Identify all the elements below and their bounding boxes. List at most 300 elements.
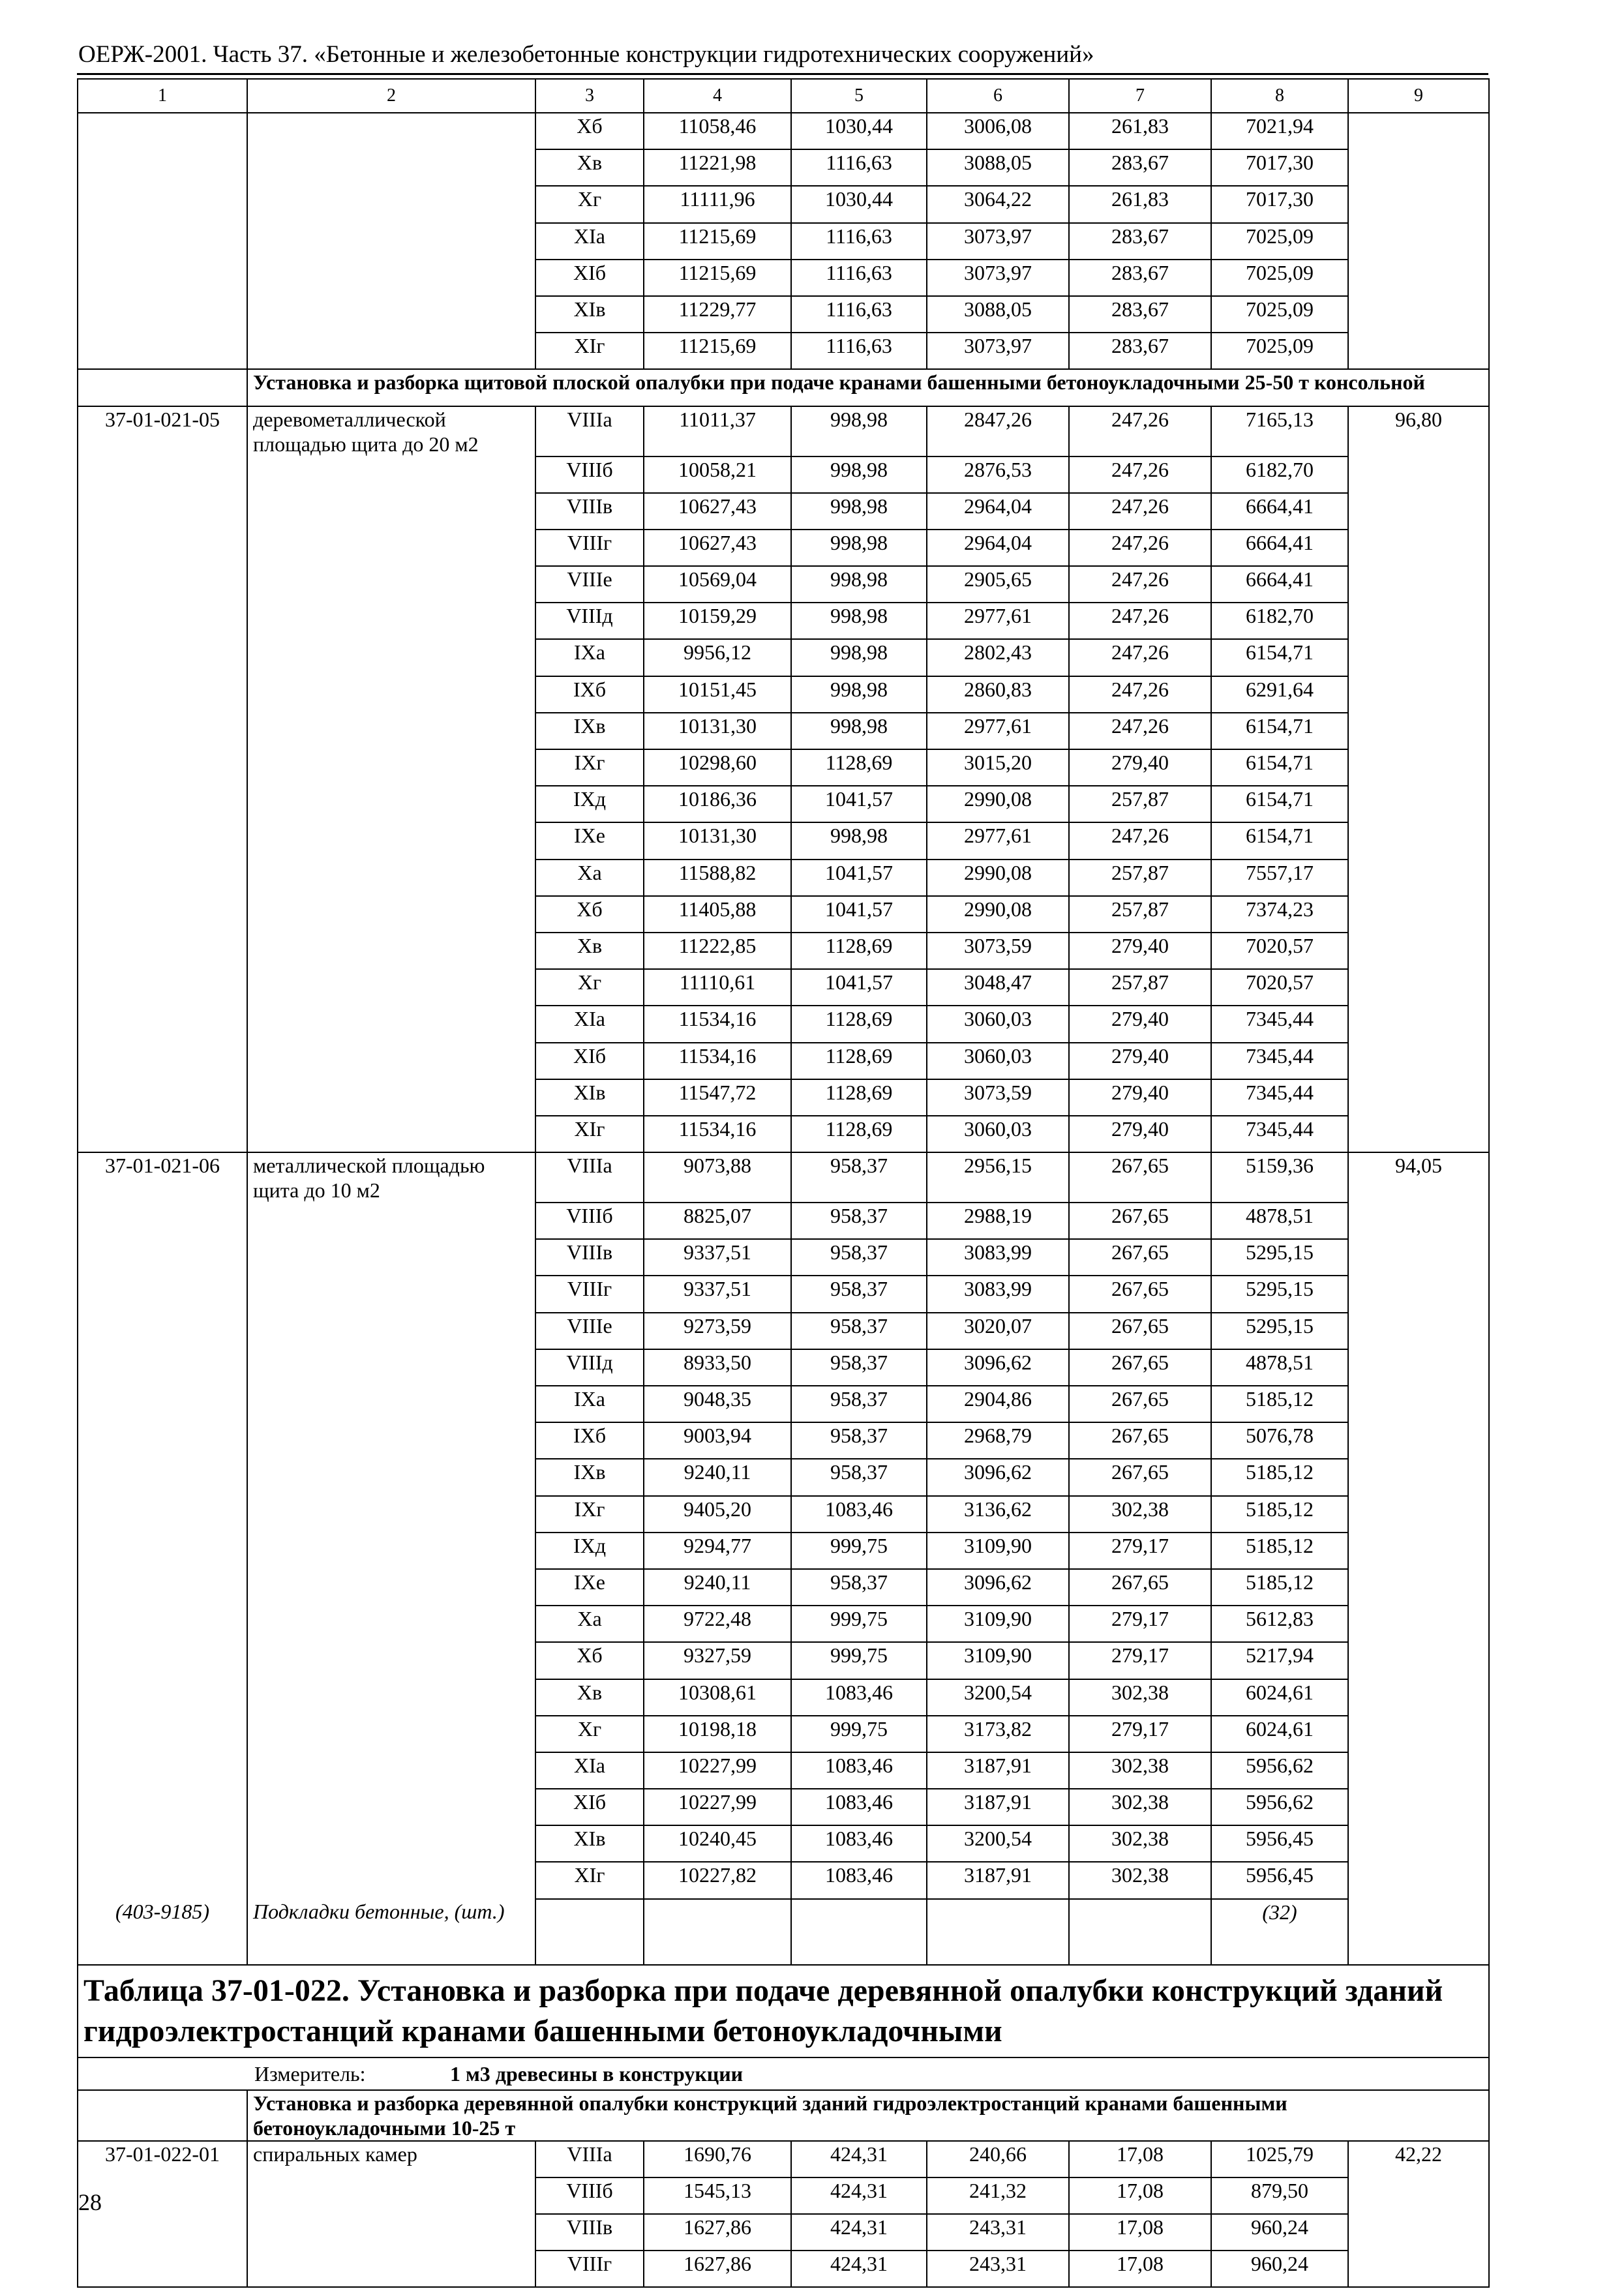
empty-cell [1069,1899,1211,1965]
labor-value [1348,786,1489,822]
price-value: 11229,77 [644,296,791,333]
rate-description: спиральных камер [247,2141,535,2177]
price-value: 5956,62 [1211,1752,1348,1789]
rate-description [247,1313,535,1349]
price-value: 2990,08 [927,896,1069,933]
price-value: 2977,61 [927,603,1069,639]
labor-value [1348,1386,1489,1422]
price-value: 1030,44 [791,186,927,222]
labor-value [1348,260,1489,296]
price-value: 1128,69 [791,749,927,786]
labor-value [1348,113,1489,149]
column-number: 3 [535,79,644,113]
material-description: Подкладки бетонные, (шт.) [247,1899,535,1965]
labor-value [1348,969,1489,1006]
price-value: 998,98 [791,456,927,493]
zone-category: ХIа [535,223,644,260]
zone-category: ХIб [535,260,644,296]
table-row [78,676,1489,713]
labor-value: 94,05 [1348,1152,1489,1203]
price-value: 5956,45 [1211,1825,1348,1862]
table-row [78,1752,1489,1789]
zone-category: ХIв [535,1079,644,1116]
price-value: 2847,26 [927,406,1069,456]
zone-category: VIIIв [535,2214,644,2251]
price-value: 6664,41 [1211,530,1348,566]
rate-code [78,1642,247,1679]
price-value: 3136,62 [927,1496,1069,1533]
price-value: 1041,57 [791,896,927,933]
table-row [78,786,1489,822]
rate-code: 37-01-021-06 [78,1152,247,1203]
price-value: 257,87 [1069,860,1211,896]
price-value: 5612,83 [1211,1606,1348,1642]
price-value: 267,65 [1069,1276,1211,1312]
rate-description [247,749,535,786]
price-value: 279,40 [1069,749,1211,786]
zone-category: IХв [535,713,644,749]
price-value: 6024,61 [1211,1679,1348,1716]
price-value: 424,31 [791,2214,927,2251]
rate-code [78,896,247,933]
column-number-row [78,79,1489,113]
labor-value [1348,1606,1489,1642]
zone-category: VIIIв [535,493,644,530]
price-value: 279,40 [1069,1079,1211,1116]
price-value: 2876,53 [927,456,1069,493]
price-value: 267,65 [1069,1349,1211,1386]
zone-category: Хб [535,1642,644,1679]
price-value: 998,98 [791,713,927,749]
table-row [78,1789,1489,1825]
labor-value [1348,1349,1489,1386]
labor-value [1348,456,1489,493]
rate-code [78,2251,247,2287]
price-value: 3064,22 [927,186,1069,222]
rate-description [247,1422,535,1459]
table-row [78,260,1489,296]
labor-value [1348,749,1489,786]
price-value: 9294,77 [644,1533,791,1569]
price-value: 10227,99 [644,1789,791,1825]
table-row [78,566,1489,603]
price-value: 6024,61 [1211,1716,1348,1752]
section-title: Установка и разборка щитовой плоской опалубки при подаче кранами башенными бетоноукладочными 25-50 т консольной [247,369,1489,406]
labor-value [1348,530,1489,566]
table-title: Таблица 37-01-022. Установка и разборка при подаче деревянной опалубки конструкций зданий гидроэлектростанций кранами башенными бетоноукладочными [78,1965,1489,2057]
column-number: 9 [1348,79,1489,113]
price-value: 11405,88 [644,896,791,933]
price-value: 8825,07 [644,1203,791,1239]
zone-category: Хв [535,149,644,186]
rate-code [78,493,247,530]
rate-description [247,713,535,749]
rate-code [78,296,247,333]
price-value: 267,65 [1069,1569,1211,1606]
price-value: 3187,91 [927,1752,1069,1789]
zone-category: VIIIг [535,530,644,566]
price-value: 958,37 [791,1349,927,1386]
price-value: 247,26 [1069,676,1211,713]
price-value: 283,67 [1069,223,1211,260]
price-value: 1083,46 [791,1496,927,1533]
price-value: 958,37 [791,1459,927,1495]
price-value: 7025,09 [1211,223,1348,260]
table-row [78,749,1489,786]
labor-value [1348,1043,1489,1079]
zone-category: Хг [535,969,644,1006]
labor-value [1348,1862,1489,1898]
rate-description [247,1716,535,1752]
price-value: 3073,97 [927,333,1069,369]
rate-description [247,2251,535,2287]
price-value: 267,65 [1069,1313,1211,1349]
rate-description [247,786,535,822]
zone-category: ХIг [535,1862,644,1898]
table-row [78,296,1489,333]
price-value: 3187,91 [927,1789,1069,1825]
rate-description [247,603,535,639]
price-value: 2977,61 [927,822,1069,859]
rate-code [78,1716,247,1752]
table-row [78,1716,1489,1752]
price-value: 3073,59 [927,933,1069,969]
rate-description [247,493,535,530]
price-value: 7557,17 [1211,860,1348,896]
rate-description [247,933,535,969]
price-value: 9273,59 [644,1313,791,1349]
price-value: 998,98 [791,566,927,603]
table-row [78,1116,1489,1152]
section-row [78,2090,1489,2141]
price-value: 998,98 [791,676,927,713]
table-row [78,1422,1489,1459]
price-value: 261,83 [1069,113,1211,149]
table-row [78,493,1489,530]
price-value: 247,26 [1069,822,1211,859]
price-value: 424,31 [791,2251,927,2287]
price-value: 1116,63 [791,223,927,260]
zone-category: Хб [535,113,644,149]
rate-code [78,1386,247,1422]
price-value: 999,75 [791,1716,927,1752]
zone-category: VIIIб [535,1203,644,1239]
price-value: 2905,65 [927,566,1069,603]
price-value: 257,87 [1069,896,1211,933]
labor-value [1348,333,1489,369]
price-value: 5295,15 [1211,1313,1348,1349]
zone-category: IХд [535,786,644,822]
price-value: 267,65 [1069,1152,1211,1203]
price-value: 243,31 [927,2251,1069,2287]
price-value: 424,31 [791,2177,927,2214]
price-value: 302,38 [1069,1679,1211,1716]
rate-code [78,1276,247,1312]
price-value: 5956,62 [1211,1789,1348,1825]
labor-value [1348,1313,1489,1349]
price-value: 998,98 [791,639,927,676]
price-value: 302,38 [1069,1862,1211,1898]
price-value: 257,87 [1069,786,1211,822]
price-value: 247,26 [1069,530,1211,566]
labor-value [1348,1679,1489,1716]
price-value: 11111,96 [644,186,791,222]
table-row [78,933,1489,969]
table-row [78,406,1489,456]
price-value: 10240,45 [644,1825,791,1862]
price-value: 3083,99 [927,1276,1069,1312]
price-value: 10131,30 [644,822,791,859]
price-value: 302,38 [1069,1496,1211,1533]
price-value: 3173,82 [927,1716,1069,1752]
labor-value [1348,493,1489,530]
labor-value [1348,223,1489,260]
price-value: 302,38 [1069,1789,1211,1825]
section-title: Установка и разборка деревянной опалубки конструкций зданий гидроэлектростанций кранами башенными бетоноукладочными 10-25 т [247,2090,1489,2141]
price-value: 279,40 [1069,933,1211,969]
zone-category: ХIв [535,1825,644,1862]
rate-code [78,113,247,149]
price-value: 7374,23 [1211,896,1348,933]
rate-description [247,1239,535,1276]
zone-category: VIIIб [535,2177,644,2214]
price-value: 9240,11 [644,1459,791,1495]
table-row [78,2251,1489,2287]
labor-value [1348,1276,1489,1312]
price-value: 998,98 [791,406,927,456]
table-row [78,1043,1489,1079]
rate-code [78,1422,247,1459]
price-value: 1627,86 [644,2214,791,2251]
table-row [78,969,1489,1006]
rate-description [247,896,535,933]
price-value: 267,65 [1069,1386,1211,1422]
price-value: 11215,69 [644,333,791,369]
price-value: 3073,97 [927,260,1069,296]
labor-value: 96,80 [1348,406,1489,456]
table-row [78,2214,1489,2251]
labor-value [1348,1825,1489,1862]
rate-code [78,933,247,969]
price-value: 2802,43 [927,639,1069,676]
labor-value [1348,186,1489,222]
table-row [78,1496,1489,1533]
price-value: 6664,41 [1211,566,1348,603]
rate-code [78,1459,247,1495]
empty-cell [644,1899,791,1965]
price-value: 6154,71 [1211,822,1348,859]
table-row [78,186,1489,222]
labor-value [1348,676,1489,713]
section-spacer [78,369,247,406]
table-row [78,896,1489,933]
price-value: 960,24 [1211,2214,1348,2251]
price-value: 1116,63 [791,149,927,186]
price-value: 267,65 [1069,1422,1211,1459]
zone-category: ХIа [535,1006,644,1042]
price-value: 1025,79 [1211,2141,1348,2177]
rate-code [78,2214,247,2251]
zone-category: IХг [535,1496,644,1533]
price-value: 7345,44 [1211,1006,1348,1042]
price-value: 247,26 [1069,406,1211,456]
price-value: 6664,41 [1211,493,1348,530]
price-value: 5185,12 [1211,1496,1348,1533]
rate-description [247,969,535,1006]
price-value: 6182,70 [1211,456,1348,493]
price-value: 3020,07 [927,1313,1069,1349]
rate-description [247,1203,535,1239]
rate-code [78,566,247,603]
price-value: 998,98 [791,603,927,639]
price-value: 17,08 [1069,2251,1211,2287]
labor-value [1348,860,1489,896]
rate-description [247,1349,535,1386]
rate-code [78,1203,247,1239]
zone-category: IХа [535,1386,644,1422]
price-value: 1041,57 [791,786,927,822]
price-value: 1128,69 [791,1116,927,1152]
labor-value [1348,1203,1489,1239]
section-spacer [78,2090,247,2141]
price-value: 1545,13 [644,2177,791,2214]
price-value: 9337,51 [644,1239,791,1276]
price-value: 1128,69 [791,933,927,969]
rate-code [78,1239,247,1276]
labor-value [1348,1752,1489,1789]
price-value: 9722,48 [644,1606,791,1642]
zone-category: ХIг [535,1116,644,1152]
table-title-row [78,1965,1489,2057]
price-value: 11547,72 [644,1079,791,1116]
price-value: 2990,08 [927,786,1069,822]
rate-description [247,260,535,296]
rate-code [78,1006,247,1042]
zone-category: ХIа [535,1752,644,1789]
price-value: 958,37 [791,1569,927,1606]
zone-category: VIIIв [535,1239,644,1276]
price-value: 4878,51 [1211,1349,1348,1386]
price-value: 998,98 [791,822,927,859]
price-value: 17,08 [1069,2141,1211,2177]
rate-code [78,1313,247,1349]
price-value: 283,67 [1069,149,1211,186]
price-value: 9405,20 [644,1496,791,1533]
price-value: 1690,76 [644,2141,791,2177]
price-value: 7017,30 [1211,149,1348,186]
price-value: 7021,94 [1211,113,1348,149]
price-value: 11058,46 [644,113,791,149]
rate-description [247,822,535,859]
price-value: 879,50 [1211,2177,1348,2214]
price-value: 6154,71 [1211,749,1348,786]
price-value: 3083,99 [927,1239,1069,1276]
price-value: 5185,12 [1211,1569,1348,1606]
column-number: 5 [791,79,927,113]
price-value: 9327,59 [644,1642,791,1679]
rate-description [247,860,535,896]
price-value: 1116,63 [791,260,927,296]
table-row [78,1006,1489,1042]
empty-cell [1348,1899,1489,1965]
rate-code [78,186,247,222]
rate-code [78,1679,247,1716]
rate-description [247,1825,535,1862]
price-value: 9073,88 [644,1152,791,1203]
price-value: 1041,57 [791,969,927,1006]
price-value: 958,37 [791,1203,927,1239]
rate-code [78,456,247,493]
rate-code [78,1079,247,1116]
price-value: 3109,90 [927,1533,1069,1569]
labor-value [1348,822,1489,859]
table-row [78,149,1489,186]
rate-code [78,603,247,639]
meter-line [78,2057,1489,2090]
rate-code [78,786,247,822]
price-value: 7345,44 [1211,1116,1348,1152]
zone-category: VIIIг [535,1276,644,1312]
rate-description [247,113,535,149]
price-value: 5295,15 [1211,1276,1348,1312]
price-value: 302,38 [1069,1825,1211,1862]
zone-category: Ха [535,1606,644,1642]
zone-category: IХг [535,749,644,786]
price-value: 247,26 [1069,639,1211,676]
empty-cell [791,1899,927,1965]
price-value: 10627,43 [644,493,791,530]
material-quantity: (32) [1211,1899,1348,1965]
price-value: 267,65 [1069,1203,1211,1239]
zone-category: Ха [535,860,644,896]
table-row [78,1459,1489,1495]
price-value: 247,26 [1069,713,1211,749]
price-value: 9003,94 [644,1422,791,1459]
rate-code: 37-01-022-01 [78,2141,247,2177]
price-value: 998,98 [791,530,927,566]
price-value: 6154,71 [1211,639,1348,676]
labor-value [1348,933,1489,969]
price-value: 279,17 [1069,1606,1211,1642]
rate-description [247,296,535,333]
price-value: 279,40 [1069,1116,1211,1152]
rate-code [78,713,247,749]
rate-code [78,676,247,713]
price-value: 6182,70 [1211,603,1348,639]
zone-category: IХд [535,1533,644,1569]
price-value: 1083,46 [791,1862,927,1898]
price-value: 10131,30 [644,713,791,749]
zone-category: VIIIд [535,603,644,639]
labor-value [1348,603,1489,639]
rate-description [247,1752,535,1789]
meter-label: Измеритель: [254,2061,366,2086]
price-value: 3200,54 [927,1679,1069,1716]
price-value: 11011,37 [644,406,791,456]
table-row [78,530,1489,566]
price-value: 10298,60 [644,749,791,786]
header-rule [77,73,1488,75]
price-value: 958,37 [791,1276,927,1312]
price-value: 279,17 [1069,1533,1211,1569]
column-number: 6 [927,79,1069,113]
rate-description [247,1533,535,1569]
rate-description [247,2214,535,2251]
rate-description [247,1006,535,1042]
price-value: 11534,16 [644,1116,791,1152]
price-value: 960,24 [1211,2251,1348,2287]
rate-description [247,1606,535,1642]
